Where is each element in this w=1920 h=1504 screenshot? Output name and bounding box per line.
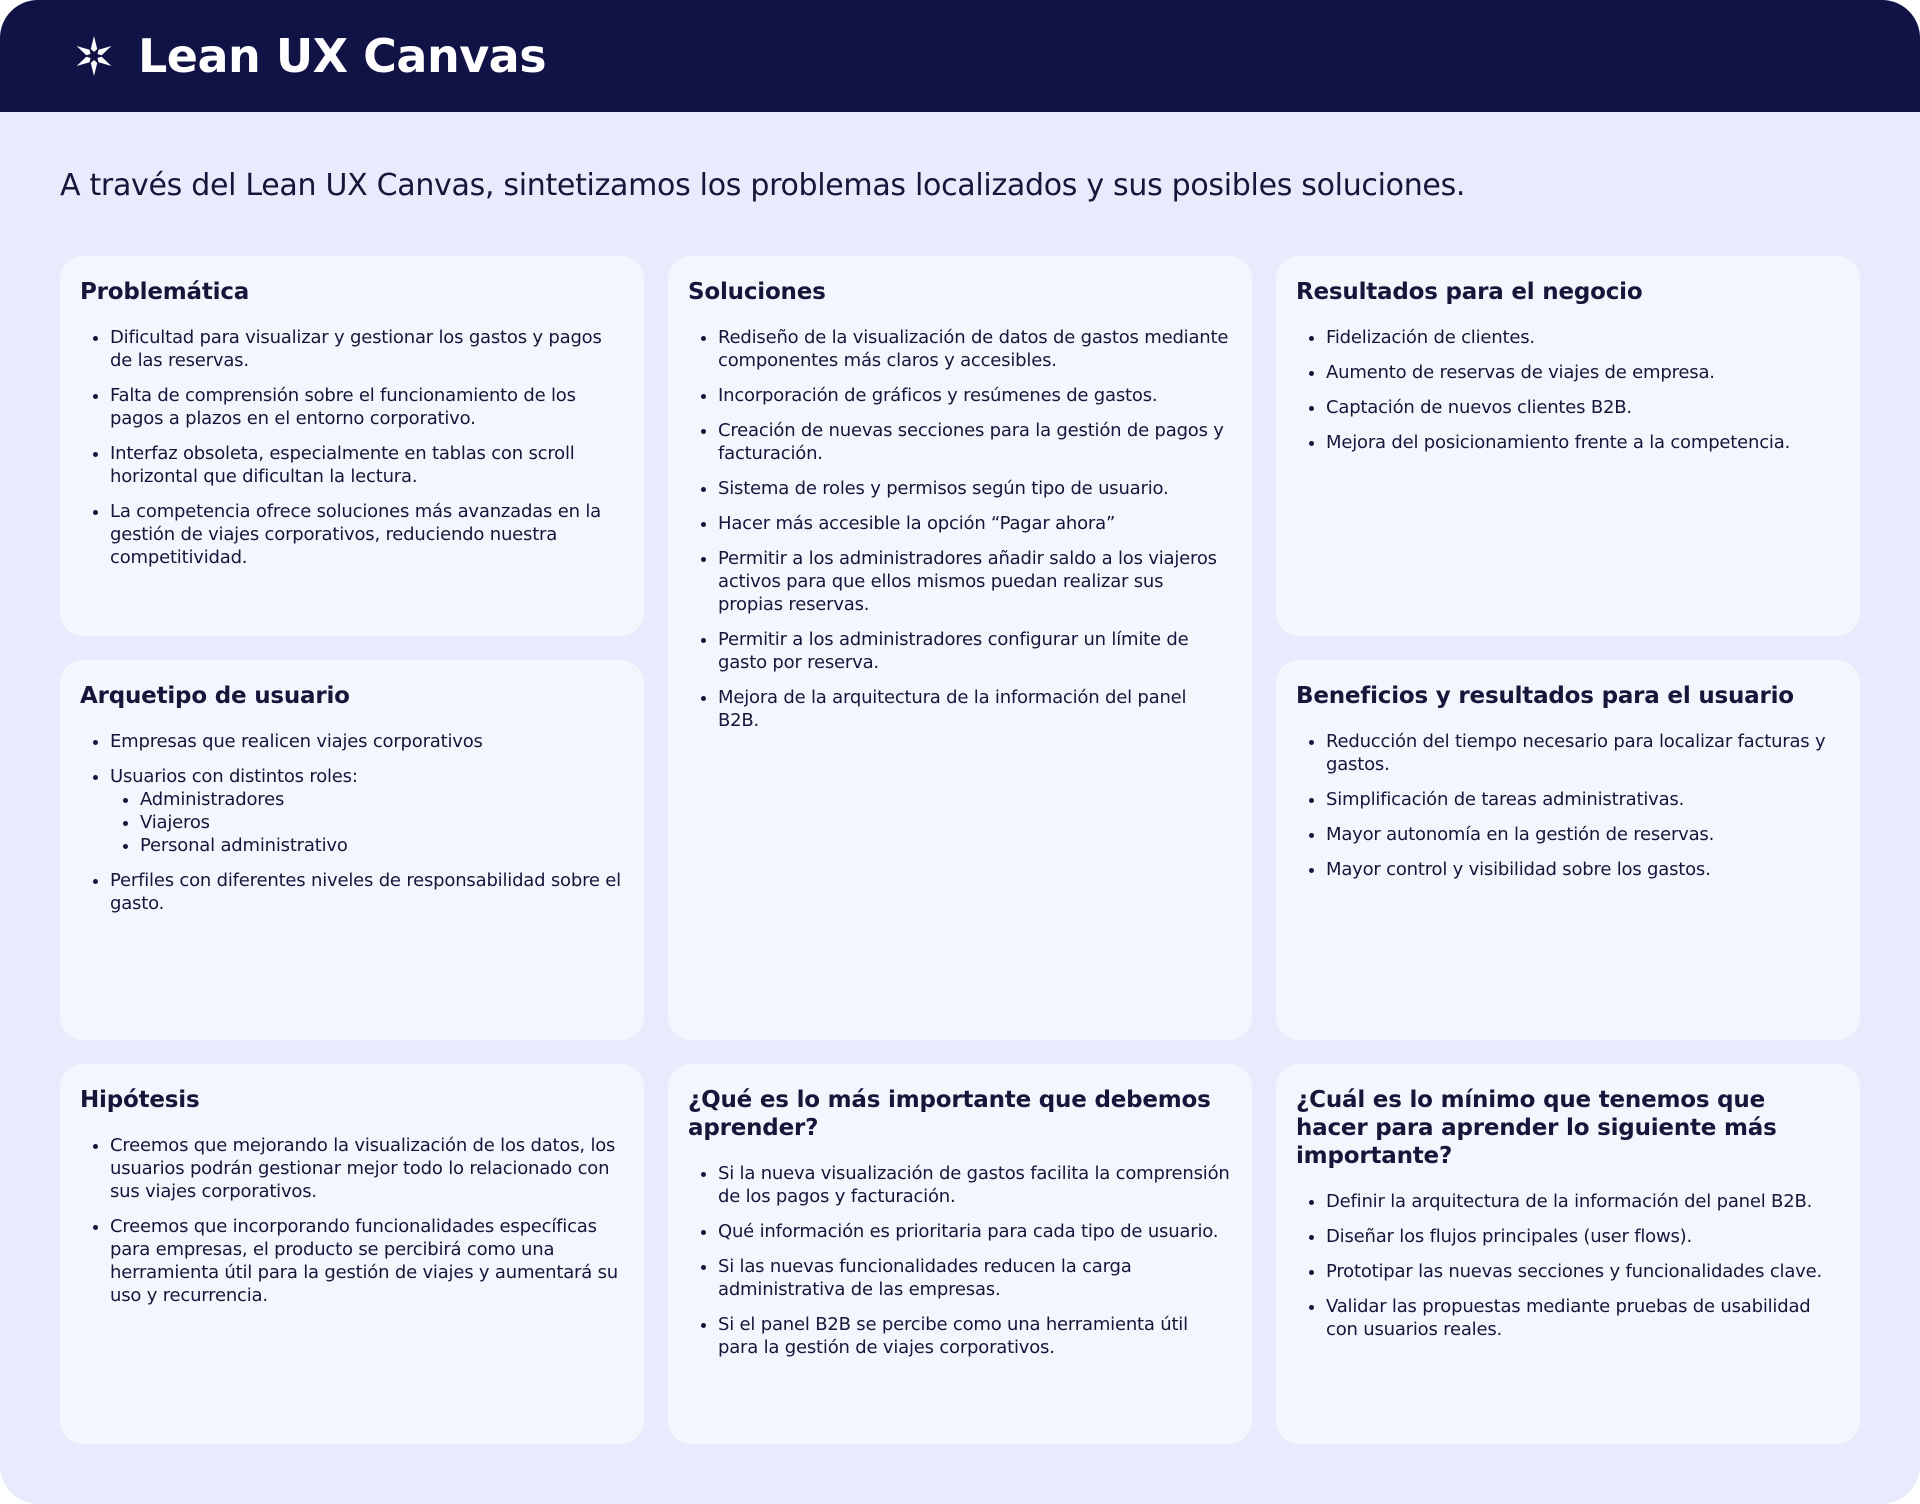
sub-list-item: • Viajeros [140, 811, 624, 834]
bullet-list [1296, 326, 1840, 454]
list-item: • Mejora del posicionamiento frente a la competencia. [1326, 431, 1840, 454]
bullet-list [1296, 1190, 1840, 1341]
list-item [110, 765, 624, 857]
list-item: • Falta de comprensión sobre el funcionamiento de los pagos a plazos en el entorno corporativo. [110, 384, 624, 430]
list-item: • Permitir a los administradores configurar un límite de gasto por reserva. [718, 628, 1232, 674]
list-item: • Creemos que mejorando la visualización de los datos, los usuarios podrán gestionar mejor todo lo relacionado con sus viajes corporativos. [110, 1134, 624, 1203]
list-item: • Aumento de reservas de viajes de empresa. [1326, 361, 1840, 384]
list-item: • Qué información es prioritaria para cada tipo de usuario. [718, 1220, 1232, 1243]
card-title: Resultados para el negocio [1296, 279, 1643, 305]
list-item: • Si las nuevas funcionalidades reducen la carga administrativa de las empresas. [718, 1255, 1232, 1301]
list-item: • Mayor autonomía en la gestión de reservas. [1326, 823, 1840, 846]
intro-text: A través del Lean UX Canvas, sintetizamos los problemas localizados y sus posibles soluciones. [60, 168, 1466, 203]
app-title: Lean UX Canvas [138, 29, 547, 83]
list-item: • Diseñar los flujos principales (user flows). [1326, 1225, 1840, 1248]
card-title: ¿Qué es lo más importante que debemos aprender? [688, 1087, 1211, 1141]
card-title: Arquetipo de usuario [80, 683, 350, 709]
card-title: Beneficios y resultados para el usuario [1296, 683, 1794, 709]
list-item: • Creemos que incorporando funcionalidades específicas para empresas, el producto se percibirá como una herramienta útil para la gestión de viajes y aumentará su uso y recurrencia. [110, 1215, 624, 1307]
list-item: • Reducción del tiempo necesario para localizar facturas y gastos. [1326, 730, 1840, 776]
card-title: Problemática [80, 279, 250, 305]
list-item: • Permitir a los administradores añadir saldo a los viajeros activos para que ellos mismos puedan realizar sus propias reservas. [718, 547, 1232, 616]
list-item: • La competencia ofrece soluciones más avanzadas en la gestión de viajes corporativos, reduciendo nuestra competitividad. [110, 500, 624, 569]
list-item: • Creación de nuevas secciones para la gestión de pagos y facturación. [718, 419, 1232, 465]
list-item: • Perfiles con diferentes niveles de responsabilidad sobre el gasto. [110, 869, 624, 915]
card-minimo [1276, 1064, 1860, 1444]
bullet-list [1296, 730, 1840, 881]
list-item: • Sistema de roles y permisos según tipo de usuario. [718, 477, 1232, 500]
list-item: • Prototipar las nuevas secciones y funcionalidades clave. [1326, 1260, 1840, 1283]
card-problematica [60, 256, 644, 636]
bullet-list [688, 326, 1232, 732]
asterisk-burst-icon [72, 34, 116, 78]
bullet-list [80, 730, 624, 915]
card-title: Soluciones [688, 279, 826, 305]
header-bar [0, 0, 1920, 112]
list-item: • Dificultad para visualizar y gestionar los gastos y pagos de las reservas. [110, 326, 624, 372]
list-item-text: Usuarios con distintos roles: [110, 766, 358, 787]
bullet-list [80, 326, 624, 569]
bullet-list [80, 1134, 624, 1307]
list-item: • Hacer más accesible la opción “Pagar ahora” [718, 512, 1232, 535]
card-arquetipo [60, 660, 644, 1040]
card-title: ¿Cuál es lo mínimo que tenemos que hacer para aprender lo siguiente más importante? [1296, 1087, 1777, 1169]
list-item: • Fidelización de clientes. [1326, 326, 1840, 349]
list-item: • Simplificación de tareas administrativas. [1326, 788, 1840, 811]
sub-bullet-list [110, 788, 624, 857]
list-item: • Si la nueva visualización de gastos facilita la comprensión de los pagos y facturación. [718, 1162, 1232, 1208]
card-resultados-negocio [1276, 256, 1860, 636]
list-item: • Empresas que realicen viajes corporativos [110, 730, 624, 753]
list-item: • Incorporación de gráficos y resúmenes de gastos. [718, 384, 1232, 407]
list-item: • Mayor control y visibilidad sobre los gastos. [1326, 858, 1840, 881]
list-item: • Mejora de la arquitectura de la información del panel B2B. [718, 686, 1232, 732]
list-item: • Captación de nuevos clientes B2B. [1326, 396, 1840, 419]
list-item: • Validar las propuestas mediante pruebas de usabilidad con usuarios reales. [1326, 1295, 1840, 1341]
card-hipotesis [60, 1064, 644, 1444]
card-soluciones [668, 256, 1252, 1040]
list-item: • Si el panel B2B se percibe como una herramienta útil para la gestión de viajes corporativos. [718, 1313, 1232, 1359]
sub-list-item: • Administradores [140, 788, 624, 811]
card-title: Hipótesis [80, 1087, 200, 1113]
card-beneficios [1276, 660, 1860, 1040]
list-item: • Rediseño de la visualización de datos de gastos mediante componentes más claros y accesibles. [718, 326, 1232, 372]
list-item: • Interfaz obsoleta, especialmente en tablas con scroll horizontal que dificultan la lectura. [110, 442, 624, 488]
list-item: • Definir la arquitectura de la información del panel B2B. [1326, 1190, 1840, 1213]
card-aprender [668, 1064, 1252, 1444]
sub-list-item: • Personal administrativo [140, 834, 624, 857]
bullet-list [688, 1162, 1232, 1359]
